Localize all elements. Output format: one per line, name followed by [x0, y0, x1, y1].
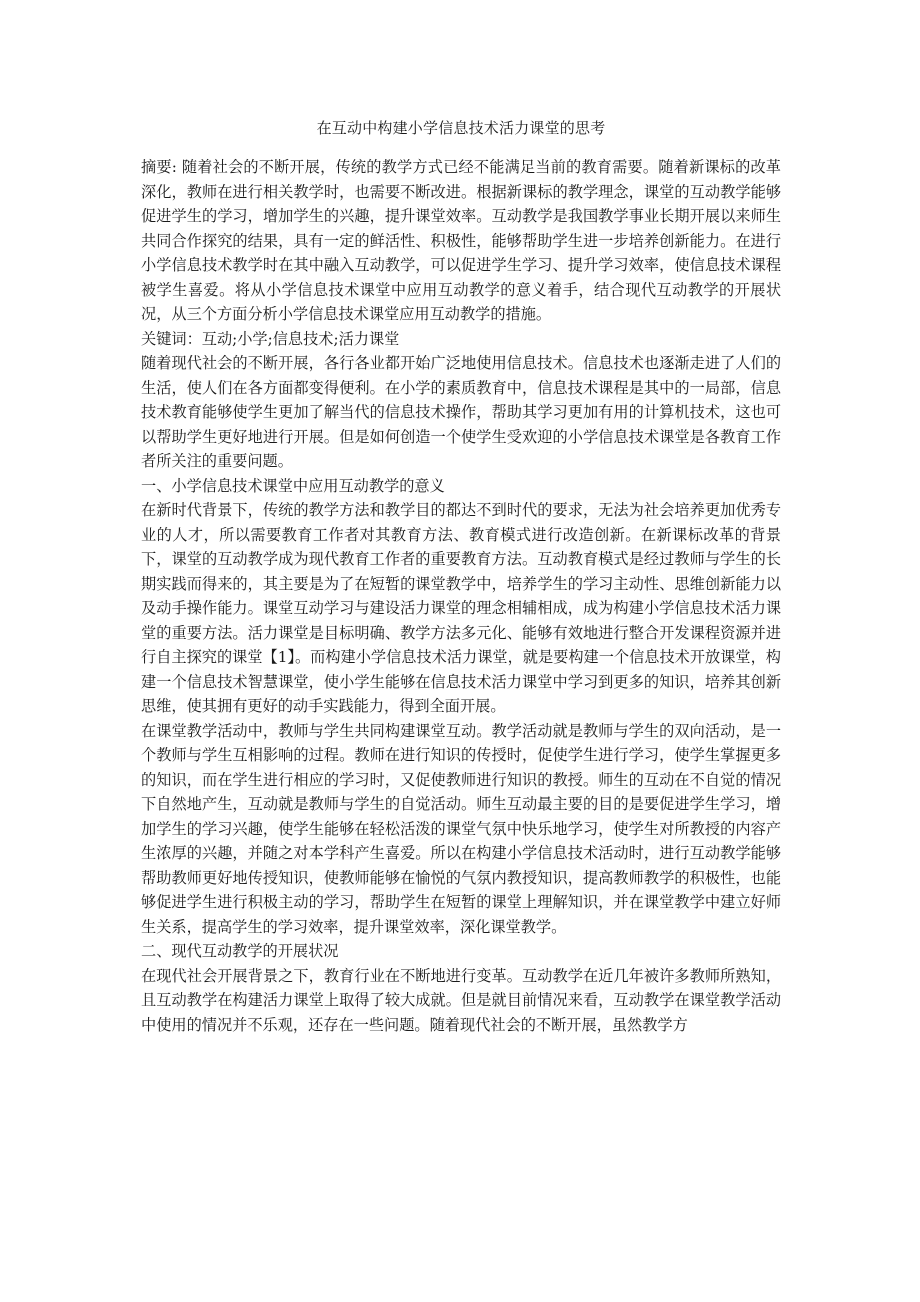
document-body: [141, 155, 781, 1037]
abstract-paragraph: [141, 155, 781, 327]
section-1-heading: 一、小学信息技术课堂中应用互动教学的意义: [141, 476, 445, 495]
section-2-heading: 二、现代互动教学的开展状况: [141, 942, 339, 960]
section-1-paragraph-2: 在课堂教学活动中，教师与学生共同构建课堂互动。教学活动就是教师与学生的双向活动，是一个教师与学生互相影响的过程。教师在进行知识的传授时，促使学生进行学习，使学生掌握更多的知识，而在学生进行相应的学习时，又促使教师进行知识的教授。师生的互动在不自觉的情况下自然地产生，互动就是教师与学生的自觉活动。师生互动最主要的目的是要促进学生学习，增加学生的学习兴趣，使学生能够在轻松活泼的课堂气氛中快乐地学习，使学生对所教授的内容产生浓厚的兴趣，并随之对本学科产生喜爱。所以在构建小学信息技术活动时，进行互动教学能够帮助教师更好地传授知识，使教师能够在愉悦的气氛内教授知识，提高教师教学的积极性，也能够促进学生进行积极主动的学习，帮助学生在短暂的课堂上理解知识，并在课堂教学中建立好师生关系，提高学生的学习效率，提升课堂效率，深化课堂教学。: [141, 721, 781, 936]
section-2-paragraph-1: 在现代社会开展背景之下，教育行业在不断地进行变革。互动教学在近几年被许多教师所熟知，且互动教学在构建活力课堂上取得了较大成就。但是就目前情况来看，互动教学在课堂教学活动中使用的情况并不乐观，还存在一些问题。随着现代社会的不断开展，虽然教学方: [141, 966, 781, 1034]
keywords-line: 关键词：互动;小学;信息技术;活力课堂: [141, 329, 400, 348]
section-1-paragraph-1: 在新时代背景下，传统的教学方法和教学目的都达不到时代的要求，无法为社会培养更加优秀专业的人才，所以需要教育工作者对其教育方法、教育模式进行改造创新。在新课标改革的背景下，课堂的互动教学成为现代教育工作者的重要教育方法。互动教育模式是经过教师与学生的长期实践而得来的，其主要是为了在短暂的课堂教学中，培养学生的学习主动性、思维创新能力以及动手操作能力。课堂互动学习与建设活力课堂的理念相辅相成，成为构建小学信息技术活力课堂的重要方法。活力课堂是目标明确、教学方法多元化、能够有效地进行整合开发课程资源并进行自主探究的课堂【1】。而构建小学信息技术活力课堂，就是要构建一个信息技术开放课堂，构建一个信息技术智慧课堂，使小学生能够在信息技术活力课堂中学习到更多的知识，培养其创新思维，使其拥有更好的动手实践能力，得到全面开展。: [141, 501, 781, 715]
abstract-label: 摘要:: [141, 158, 177, 176]
abstract-text: 随着社会的不断开展，传统的教学方式已经不能满足当前的教育需要。随着新课标的改革深化，教师在进行相关教学时，也需要不断改进。根据新课标的教学理念，课堂的互动教学能够促进学生的学习，增加学生的兴趣，提升课堂效率。互动教学是我国教学事业长期开展以来师生共同合作探究的结果，具有一定的鲜活性、积极性，能够帮助学生进一步培养创新能力。在进行小学信息技术教学时在其中融入互动教学，可以促进学生学习、提升学习效率，使信息技术课程被学生喜爱。将从小学信息技术课堂中应用互动教学的意义着手，结合现代互动教学的开展状况，从三个方面分析小学信息技术课堂应用互动教学的措施。: [141, 158, 781, 323]
document-page: [141, 0, 781, 1037]
document-title: 在互动中构建小学信息技术活力课堂的思考: [316, 119, 606, 137]
intro-paragraph: 随着现代社会的不断开展，各行各业都开始广泛地使用信息技术。信息技术也逐渐走进了人们的生活，使人们在各方面都变得便利。在小学的素质教育中，信息技术课程是其中的一局部，信息技术教育能够使学生更加了解当代的信息技术操作，帮助其学习更加有用的计算机技术，这也可以帮助学生更好地进行开展。但是如何创造一个使学生受欢迎的小学信息技术课堂是各教育工作者所关注的重要问题。: [141, 354, 781, 470]
